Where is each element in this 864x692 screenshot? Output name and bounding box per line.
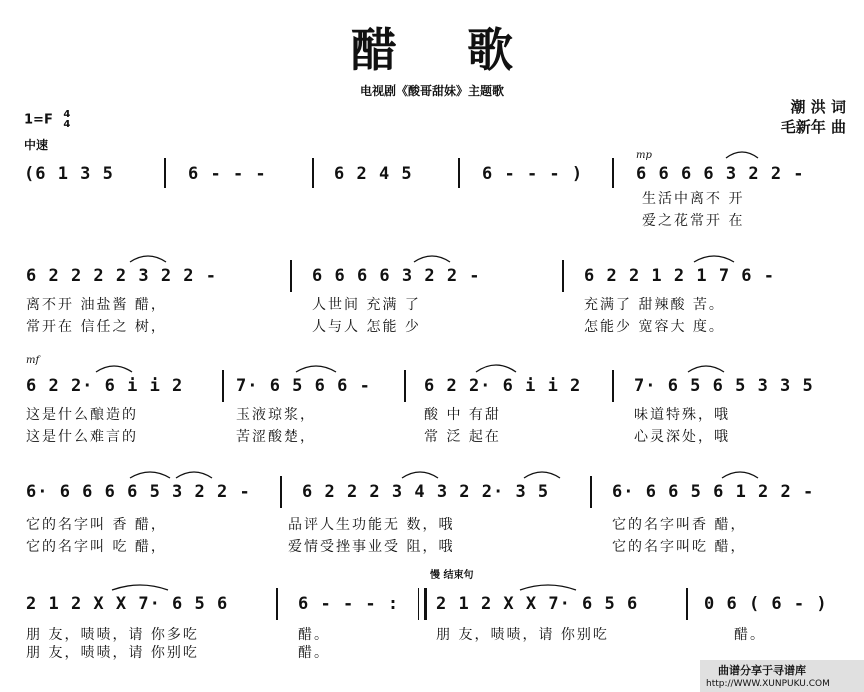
dynamic-mf: mf — [26, 355, 40, 366]
row3-measure1: 6 2 2· 6 i i 2 — [26, 376, 184, 396]
key-label: 1=F — [24, 112, 53, 128]
row2-lyrics1-c: 充满了 甜辣酸 苦。 — [584, 297, 725, 313]
tempo-marking: 中速 — [24, 138, 49, 152]
page-title: 醋歌 — [351, 23, 583, 77]
row2-measure3: 6 2 2 1 2 1 7 6 - — [584, 266, 775, 286]
end-phrase-label: 慢 结束句 — [430, 570, 474, 581]
row1-lyrics2: 爱之花常开 在 — [642, 213, 745, 229]
row1-measure4: 6 - - - ) — [482, 164, 584, 184]
row2-lyrics2-a: 常开在 信任之 树， — [26, 319, 167, 335]
row2-measure1: 6 2 2 2 2 3 2 2 - — [26, 266, 217, 286]
row4-lyrics2-b: 爱情受挫事业受 阻，哦 — [288, 539, 455, 555]
row1-measure3: 6 2 4 5 — [334, 164, 413, 184]
row4-lyrics1-a: 它的名字叫 香 醋， — [26, 517, 167, 533]
row1-measure2: 6 - - - — [188, 164, 267, 184]
row5-lyrics1-d: 醋。 — [734, 627, 766, 643]
row5-measure3: 2 1 2 X X 7· 6 5 6 — [436, 594, 639, 614]
row3-lyrics1-b: 玉液琼浆， — [236, 407, 316, 423]
row2-lyrics1-a: 离不开 油盐酱 醋， — [26, 297, 167, 313]
subtitle: 电视剧《酸哥甜妹》主题歌 — [359, 84, 504, 98]
row4-measure2: 6 2 2 2 3 4 3 2 2· 3 5 — [302, 482, 550, 502]
row3-lyrics2-d: 心灵深处，哦 — [634, 429, 730, 445]
row5-measure4: 0 6 ( 6 - ) — [704, 594, 828, 614]
row3-lyrics1-a: 这是什么酿造的 — [26, 407, 138, 423]
row2-lyrics2-b: 人与人 怎能 少 — [312, 319, 421, 335]
row5-lyrics1-b: 醋。 — [298, 627, 330, 643]
row5-lyrics2-b: 醋。 — [298, 645, 330, 661]
watermark-text: 曲谱分享于寻谱库 — [718, 664, 806, 677]
row4-lyrics1-b: 品评人生功能无 数，哦 — [288, 517, 455, 533]
composer-credit: 毛新年 曲 — [780, 118, 846, 136]
row5-lyrics1-c: 朋 友，啧啧，请 你别吃 — [436, 627, 609, 643]
row4-lyrics2-c: 它的名字叫吃 醋， — [612, 539, 747, 555]
row2-measure2: 6 6 6 6 3 2 2 - — [312, 266, 481, 286]
row3-lyrics2-a: 这是什么难言的 — [26, 429, 138, 445]
row2-lyrics2-c: 怎能少 宽容大 度。 — [584, 319, 725, 335]
row3-measure3: 6 2 2· 6 i i 2 — [424, 376, 582, 396]
row2-lyrics1-b: 人世间 充满 了 — [312, 297, 421, 313]
row4-measure1: 6· 6 6 6 6 5 3 2 2 - — [26, 482, 251, 502]
row3-measure2: 7· 6 5 6 6 - — [236, 376, 371, 396]
row5-measure1: 2 1 2 X X 7· 6 5 6 — [26, 594, 229, 614]
dynamic-mp: mp — [636, 150, 652, 161]
row3-lyrics1-d: 味道特殊，哦 — [634, 407, 730, 423]
row1-lyrics1: 生活中离不 开 — [642, 191, 745, 207]
row1-measure5: 6 6 6 6 3 2 2 - — [636, 164, 805, 184]
row3-lyrics2-b: 苦涩酸楚， — [236, 429, 316, 445]
row5-lyrics2-a: 朋 友，啧啧，请 你别吃 — [26, 645, 199, 661]
row3-lyrics1-c: 酸 中 有甜 — [424, 407, 501, 423]
watermark-url: http://WWW.XUNPUKU.COM — [706, 679, 830, 689]
lyricist-credit: 潮 洪 词 — [790, 98, 846, 116]
row3-lyrics2-c: 常 泛 起在 — [424, 429, 501, 445]
row5-lyrics1-a: 朋 友，啧啧，请 你多吃 — [26, 627, 199, 643]
time-signature-top: 4 — [63, 109, 71, 120]
row4-lyrics2-a: 它的名字叫 吃 醋， — [26, 539, 167, 555]
row3-measure4: 7· 6 5 6 5 3 3 5 — [634, 376, 814, 396]
row5-measure2: 6 - - - : — [298, 594, 400, 614]
time-signature-bottom: 4 — [63, 119, 71, 130]
row4-lyrics1-c: 它的名字叫香 醋， — [612, 517, 747, 533]
row4-measure3: 6· 6 6 5 6 1 2 2 - — [612, 482, 815, 502]
row1-measure1: (6 1 3 5 — [24, 164, 114, 184]
